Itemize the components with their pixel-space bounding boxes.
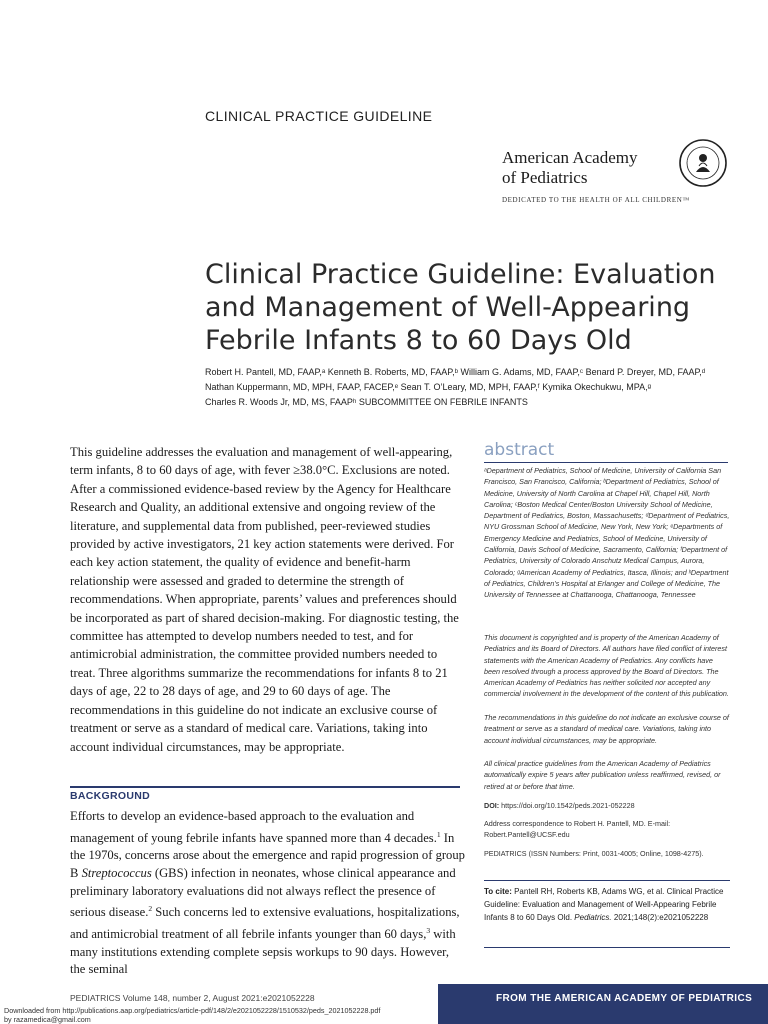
logo-name: American Academy of Pediatrics xyxy=(502,148,638,187)
aap-seal-icon xyxy=(678,138,728,188)
logo-tagline: DEDICATED TO THE HEALTH OF ALL CHILDREN™ xyxy=(502,196,690,204)
reference-2[interactable]: 2 xyxy=(148,904,153,914)
reference-1[interactable]: 1 xyxy=(436,829,441,839)
background-heading: BACKGROUND xyxy=(70,790,150,802)
affiliations: ᵃDepartment of Pediatrics, School of Medicine, University of California San Francisco, San Francisco, California; ᵇDepartment of Pediatrics, School of Medicine, University of North Carolina at Chapel Hill, Chapel Hill, North Carolina; ᶜBoston Medical Center/Boston University School of Medicine, Department of Pediatrics, Boston, Massachusetts; ᵈDepartment of Pediatrics, NYU Grossman School of Medicine, New York, New York; ᵉDepartments of Emergency Medicine and Pediatrics, School of Medicine, University of California, Davis School of Medicine, Sacramento, California; ᶠDepartment of Pediatrics, University of Colorado Anschutz Medical Campus, Aurora, Colorado; ᵍAmerican Academy of Pediatrics, Itasca, Illinois; and ʰDepartment of Pediatrics, Children’s Hospital at Erlanger and College of Medicine, The University of Tennessee at Chattanooga, Chattanooga, Tennessee xyxy=(484,466,730,600)
section-divider xyxy=(70,786,460,788)
recommendations-notice: The recommendations in this guideline do not indicate an exclusive course of treatment or serve as a standard of medical care. Variations, taking into account individual circumstances, may be appropriate. xyxy=(484,713,729,745)
download-user: by razamedica@gmail.com xyxy=(4,1015,91,1024)
footer-banner-text: FROM THE AMERICAN ACADEMY OF PEDIATRICS xyxy=(496,993,753,1004)
footer-banner xyxy=(438,984,768,1024)
expiry-notice: All clinical practice guidelines from the American Academy of Pediatrics automatically expire 5 years after publication unless reaffirmed, revised, or retired at or before that time. xyxy=(484,759,721,791)
article-title: Clinical Practice Guideline: Evaluation and Management of Well-Appearing Febrile Infants 8 to 60 Days Old xyxy=(205,259,716,356)
doi-link[interactable]: https://doi.org/10.1542/peds.2021-052228 xyxy=(499,801,635,810)
abstract-rule xyxy=(484,462,728,463)
email-link[interactable]: Robert.Pantell@UCSF.edu xyxy=(484,830,570,840)
section-label: CLINICAL PRACTICE GUIDELINE xyxy=(205,108,433,124)
background-text: Efforts to develop an evidence-based approach to the evaluation and management of young febrile infants have spanned more than 4 decades.$^1$ In the 1970s, concerns arose about the emergence and rapid progression of group B Streptococcus (GBS) infection in neonates, whose clinical appearance and preliminary laboratory evaluations did not always reflect the presence of serious disease.$^2$ Such concerns led to extensive evaluations, hospitalizations, and antimicrobial treatment of all febrile infants younger than 60 days,$^3$ with many institutions extending complete sepsis workups to 90 days. However, the seminal xyxy=(70,809,465,977)
aap-logo xyxy=(500,138,732,208)
issn-line: PEDIATRICS (ISSN Numbers: Print, 0031-4005; Online, 1098-4275). xyxy=(484,849,704,858)
author-list: Robert H. Pantell, MD, FAAP,ᵃ Kenneth B. Roberts, MD, FAAP,ᵇ William G. Adams, MD, FAAP,ᶜ Benard P. Dreyer, MD, FAAP,ᵈ Nathan Kuppermann, MD, MPH, FAAP, FACEP,ᵉ Sean T. O’Leary, MD, MPH, FAAP,ᶠ Kymika Okechukwu, MPA,ᵍ Charles R. Woods Jr, MD, MS, FAAPʰ SUBCOMMITTEE ON FEBRILE INFANTS xyxy=(205,367,706,407)
abstract-heading: abstract xyxy=(484,440,555,460)
download-url[interactable]: Downloaded from http://publications.aap.org/pediatrics/article-pdf/148/2/e2021052228/1510532/peds_2021052228.pdf xyxy=(4,1006,381,1015)
abstract-text: This guideline addresses the evaluation and management of well-appearing, term infants, 8 to 60 days of age, with fever ≥38.0°C. Exclusions are noted. After a commissioned evidence-based review by the Agency for Healthcare Research and Quality, an additional extensive and ongoing review of the literature, and supplemental data from published, peer-reviewed studies provided by active investigators, 21 key action statements were derived. For each key action statement, the quality of evidence and benefit-harm relationship were assessed and graded to determine the strength of recommendations. When appropriate, parents’ values and preferences should be incorporated as part of shared decision-making. For diagnostic testing, the committee has attempted to develop numbers needed to test, and for antimicrobial administration, the committee provided numbers needed to treat. Three algorithms summarize the recommendations for infants 8 to 21 days of age, 22 to 28 days of age, and 29 to 60 days of age. The recommendations in this guideline do not indicate an exclusive course of treatment or serve as a standard of medical care. Variations, taking into account individual circumstances, may be appropriate. xyxy=(70,445,459,754)
cite-box: To cite: Pantell RH, Roberts KB, Adams WG, et al. Clinical Practice Guideline: Evaluation and Management of Well-Appearing Febrile Infants 8 to 60 Days Old. Pediatrics. 2021;148(2):e2021052228 xyxy=(484,880,730,948)
reference-3[interactable]: 3 xyxy=(426,925,431,935)
journal-footer: PEDIATRICS Volume 148, number 2, August 2021:e2021052228 xyxy=(70,993,315,1003)
doi-line: DOI: https://doi.org/10.1542/peds.2021-052228 xyxy=(484,801,635,810)
correspondence: Address correspondence to Robert H. Pantell, MD. E-mail: Robert.Pantell@UCSF.edu xyxy=(484,818,730,841)
copyright-notice: This document is copyrighted and is property of the American Academy of Pediatrics and its Board of Directors. All authors have filed conflict of interest statements with the American Academy of Pediatrics. Any conflicts have been resolved through a process approved by the Board of Directors. The American Academy of Pediatrics has neither solicited nor accepted any commercial involvement in the development of the content of this publication. xyxy=(484,633,729,699)
